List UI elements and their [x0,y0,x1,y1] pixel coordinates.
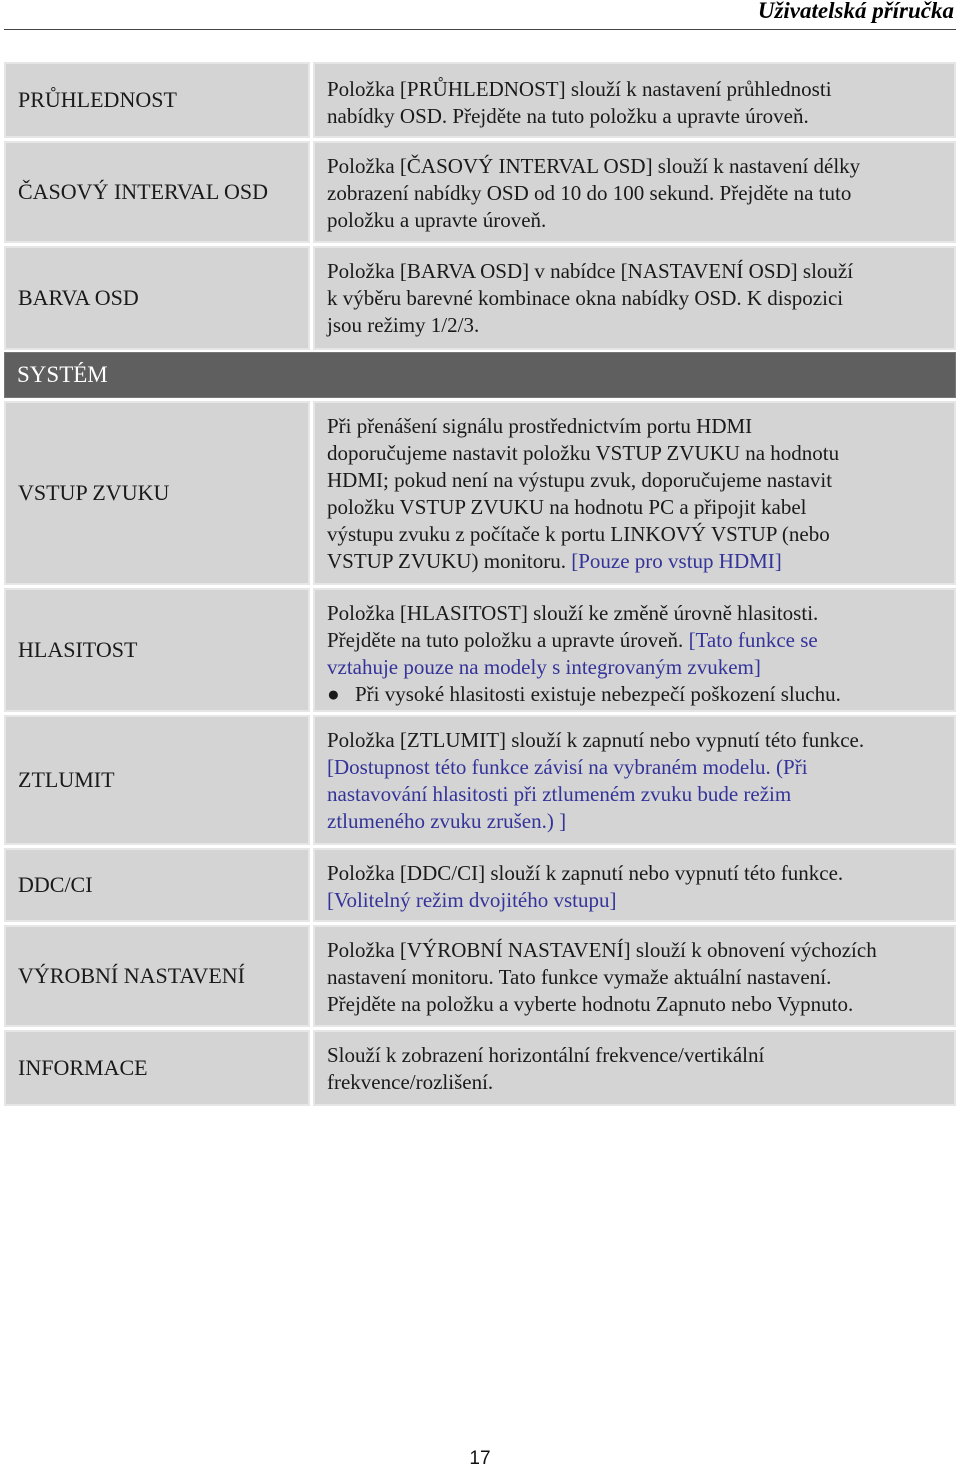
row-label-text: VSTUP ZVUKU [18,480,170,505]
desc-line: nabídky OSD. Přejděte na tuto položku a upravte úroveň. [327,104,809,128]
desc-line: doporučujeme nastavit položku VSTUP ZVUKU na hodnotu [327,441,840,465]
desc-line: nastavení monitoru. Tato funkce vymaže aktuální nastavení. [327,965,832,989]
desc-line: Položka [DDC/CI] slouží k zapnutí nebo vypnutí této funkce. [327,861,844,885]
row-label-text: DDC/CI [18,872,93,897]
desc-line: Položka [PRŮHLEDNOST] slouží k nastavení průhlednosti [327,77,832,101]
desc-line: k výběru barevné kombinace okna nabídky OSD. K dispozici [327,286,844,310]
row-label-hlasitost [4,588,310,712]
section-header-system [4,352,956,398]
row-label-pruhlednost [4,62,310,138]
desc-line-with-note [327,627,944,654]
warning-text: Při vysoké hlasitosti existuje nebezpečí poškození sluchu. [355,682,841,706]
desc-line: Položka [ČASOVÝ INTERVAL OSD] slouží k nastavení délky [327,154,861,178]
document-title: Uživatelská příručka [757,0,954,23]
availability-note-line: [Dostupnost této funkce závisí na vybraném modelu. (Při [327,755,808,779]
row-label-barva-osd [4,246,310,350]
desc-line: HDMI; pokud není na výstupu zvuk, doporučujeme nastavit [327,468,833,492]
row-desc-barva-osd [313,246,956,350]
desc-line: výstupu zvuku z počítače k portu LINKOVÝ VSTUP (nebo [327,522,830,546]
desc-line: Slouží k zobrazení horizontální frekvence/vertikální [327,1043,765,1067]
row-label-text: ČASOVÝ INTERVAL OSD [18,179,269,204]
desc-line-with-note [327,548,944,575]
row-desc-hlasitost [313,588,956,712]
row-label-vyrobni-nastaveni [4,925,310,1027]
desc-text: Přejděte na tuto položku a upravte úroveň. [327,628,684,652]
row-label-text: INFORMACE [18,1055,148,1080]
availability-note-line: [Volitelný režim dvojitého vstupu] [327,888,617,912]
desc-line: Položka [VÝROBNÍ NASTAVENÍ] slouží k obnovení výchozích [327,938,877,962]
row-label-text: ZTLUMIT [18,767,115,792]
desc-line: položku a upravte úroveň. [327,208,547,232]
desc-line: jsou režimy 1/2/3. [327,313,480,337]
desc-line: Při přenášení signálu prostřednictvím portu HDMI [327,414,753,438]
row-desc-vyrobni-nastaveni [313,925,956,1027]
row-label-ztlumit [4,715,310,845]
row-desc-ztlumit [313,715,956,845]
row-label-ddc-ci [4,848,310,922]
bullet-icon: ● [327,682,340,706]
desc-line: Položka [BARVA OSD] v nabídce [NASTAVENÍ OSD] slouží [327,259,854,283]
row-label-informace [4,1030,310,1106]
row-desc-vstup-zvuku [313,401,956,585]
availability-note-line: nastavování hlasitosti při ztlumeném zvuku bude režim [327,782,792,806]
availability-note-line: ztlumeného zvuku zrušen.) ] [327,809,567,833]
warning-line [327,681,944,708]
row-label-text: BARVA OSD [18,285,139,310]
row-desc-informace [313,1030,956,1106]
row-label-casovy-interval [4,141,310,243]
desc-line: položku VSTUP ZVUKU na hodnotu PC a připojit kabel [327,495,807,519]
desc-line: Přejděte na položku a vyberte hodnotu Zapnuto nebo Vypnuto. [327,992,854,1016]
desc-line: zobrazení nabídky OSD od 10 do 100 sekund. Přejděte na tuto [327,181,852,205]
row-desc-casovy-interval [313,141,956,243]
row-label-vstup-zvuku [4,401,310,585]
row-label-text: HLASITOST [18,637,138,662]
desc-line: Položka [ZTLUMIT] slouží k zapnutí nebo vypnutí této funkce. [327,728,865,752]
row-label-text: PRŮHLEDNOST [18,87,177,112]
desc-line: Položka [HLASITOST] slouží ke změně úrovně hlasitosti. [327,601,819,625]
section-title: SYSTÉM [17,362,108,387]
availability-note: [Pouze pro vstup HDMI] [565,549,782,573]
desc-text: VSTUP ZVUKU) monitoru. [327,549,566,573]
header-divider [4,29,956,30]
row-desc-pruhlednost [313,62,956,138]
availability-note: [Tato funkce se [683,628,818,652]
availability-note-line: vztahuje pouze na modely s integrovaným zvukem] [327,655,761,679]
page-number: 17 [469,1448,491,1469]
row-label-text: VÝROBNÍ NASTAVENÍ [18,963,246,988]
row-desc-ddc-ci [313,848,956,922]
desc-line: frekvence/rozlišení. [327,1070,494,1094]
